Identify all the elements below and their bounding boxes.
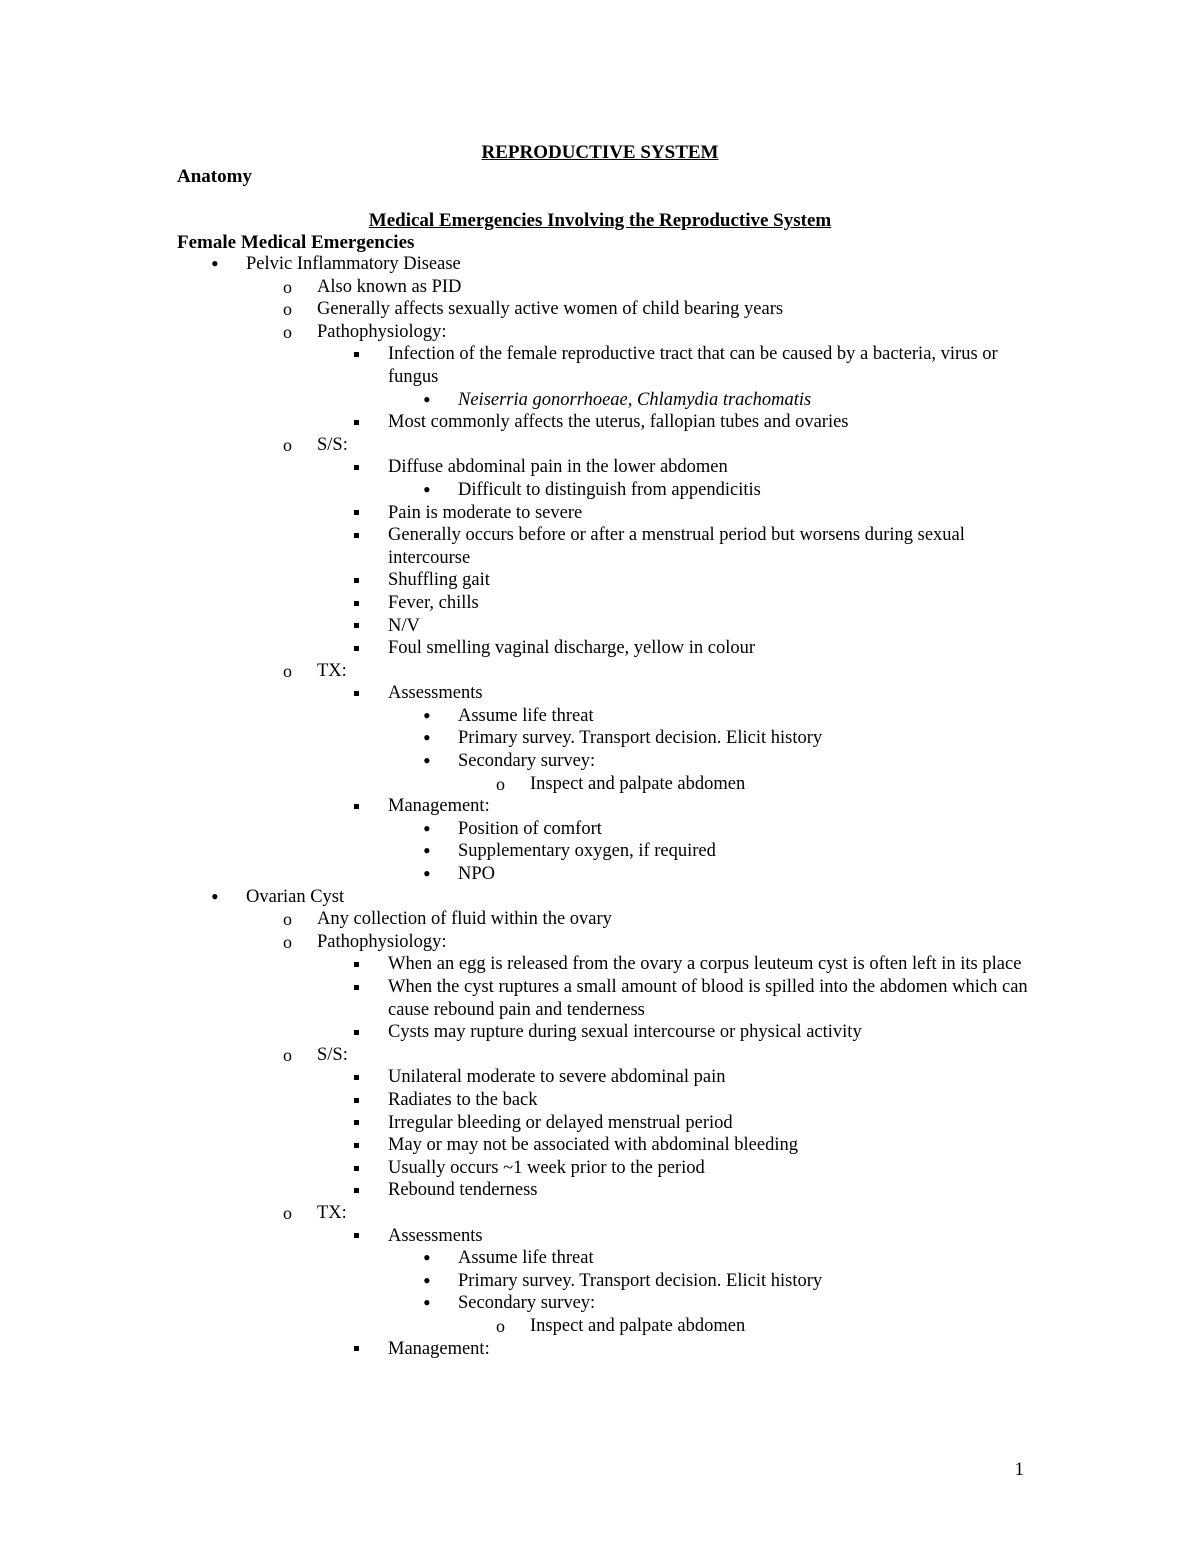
circle-bullet-icon: [283, 908, 292, 931]
square-bullet-icon: [354, 1134, 359, 1157]
list-item-text: Supplementary oxygen, if required: [458, 841, 716, 862]
square-bullet-icon: [354, 615, 359, 638]
list-item: [0, 479, 1200, 502]
square-bullet-icon: [354, 411, 359, 434]
list-item-text: Pathophysiology:: [317, 321, 447, 342]
square-bullet-icon: [354, 637, 359, 660]
list-item: [0, 1270, 1200, 1293]
list-item-text: S/S:: [317, 434, 348, 455]
bullet-icon: [211, 253, 219, 277]
document-title: REPRODUCTIVE SYSTEM: [481, 142, 719, 163]
list-item: [0, 502, 1200, 525]
list-item: [0, 253, 1200, 276]
list-item: [0, 637, 1200, 660]
list-item: [0, 863, 1200, 886]
list-item-text: Irregular bleeding or delayed menstrual period: [388, 1112, 733, 1133]
list-item: [0, 705, 1200, 728]
square-bullet-icon: [354, 795, 359, 818]
list-item: [0, 321, 1200, 344]
list-item: [0, 276, 1200, 299]
circle-bullet-icon: [283, 298, 292, 321]
circle-bullet-icon: [283, 660, 292, 683]
list-item: [0, 953, 1200, 976]
bullet-icon: [423, 479, 431, 503]
list-item-text: Assume life threat: [458, 705, 594, 726]
bullet-icon: [423, 750, 431, 774]
square-bullet-icon: [354, 343, 359, 366]
list-item-text: Secondary survey:: [458, 751, 596, 772]
list-item: [0, 1315, 1200, 1338]
list-item: [0, 592, 1200, 615]
list-item: [0, 1292, 1200, 1315]
list-item-text: Most commonly affects the uterus, fallopian tubes and ovaries: [388, 412, 849, 433]
list-item-text: TX:: [317, 660, 347, 681]
list-item-text: Generally occurs before or after a menstrual period but worsens during sexual intercourse: [388, 525, 965, 568]
female-emergencies-heading: Female Medical Emergencies: [177, 232, 415, 253]
square-bullet-icon: [354, 1157, 359, 1180]
list-item-text: Infection of the female reproductive tract that can be caused by a bacteria, virus or fungus: [388, 344, 998, 387]
list-item: [0, 343, 1200, 388]
list-item: [0, 298, 1200, 321]
square-bullet-icon: [354, 1066, 359, 1089]
list-item-text: Assume life threat: [458, 1248, 594, 1269]
list-item: [0, 1089, 1200, 1112]
list-item: [0, 434, 1200, 457]
list-item-text: Primary survey. Transport decision. Elicit history: [458, 1270, 823, 1291]
list-item-text: May or may not be associated with abdominal bleeding: [388, 1135, 798, 1156]
square-bullet-icon: [354, 1021, 359, 1044]
square-bullet-icon: [354, 682, 359, 705]
list-item: [0, 569, 1200, 592]
circle-bullet-icon: [283, 1202, 292, 1225]
list-item-text: Radiates to the back: [388, 1089, 538, 1110]
list-item-text: When the cyst ruptures a small amount of blood is spilled into the abdomen which can cause rebound pain and tenderness: [388, 977, 1028, 1020]
square-bullet-icon: [354, 1089, 359, 1112]
list-item: [0, 1338, 1200, 1361]
square-bullet-icon: [354, 1338, 359, 1361]
anatomy-heading: Anatomy: [177, 166, 252, 187]
list-item: [0, 1134, 1200, 1157]
list-item-text: Unilateral moderate to severe abdominal pain: [388, 1067, 726, 1088]
list-item-text: NPO: [458, 864, 496, 885]
list-item: [0, 727, 1200, 750]
square-bullet-icon: [354, 976, 359, 999]
square-bullet-icon: [354, 524, 359, 547]
list-item-text: Cysts may rupture during sexual intercourse or physical activity: [388, 1022, 862, 1043]
list-item-text: Secondary survey:: [458, 1293, 596, 1314]
list-item-text: Inspect and palpate abdomen: [530, 1315, 746, 1336]
list-item-text: Inspect and palpate abdomen: [530, 773, 746, 794]
list-item-text: Pathophysiology:: [317, 931, 447, 952]
list-item: [0, 1157, 1200, 1180]
list-item: [0, 411, 1200, 434]
list-item: [0, 1021, 1200, 1044]
list-item-text: Rebound tenderness: [388, 1180, 538, 1201]
list-item: [0, 840, 1200, 863]
list-item: [0, 615, 1200, 638]
square-bullet-icon: [354, 1112, 359, 1135]
list-item-text: Difficult to distinguish from appendicitis: [458, 479, 761, 500]
square-bullet-icon: [354, 456, 359, 479]
list-item: [0, 750, 1200, 773]
square-bullet-icon: [354, 502, 359, 525]
list-item: [0, 1247, 1200, 1270]
list-item: [0, 1066, 1200, 1089]
list-item-text: When an egg is released from the ovary a corpus leuteum cyst is often left in its place: [388, 954, 1022, 975]
list-item: [0, 1044, 1200, 1067]
list-item-text: Assessments: [388, 1225, 483, 1246]
outline-list: [0, 253, 1200, 1360]
page-number: 1: [1014, 1459, 1024, 1480]
list-item-text: Management:: [388, 796, 490, 817]
list-item-text: Diffuse abdominal pain in the lower abdomen: [388, 457, 728, 478]
circle-bullet-icon: [283, 931, 292, 954]
bullet-icon: [423, 863, 431, 887]
list-item: [0, 931, 1200, 954]
square-bullet-icon: [354, 592, 359, 615]
list-item-text: Foul smelling vaginal discharge, yellow in colour: [388, 638, 756, 659]
list-item-text: TX:: [317, 1202, 347, 1223]
list-item-text: Position of comfort: [458, 818, 602, 839]
list-item-text: Usually occurs ~1 week prior to the period: [388, 1157, 705, 1178]
list-item: [0, 795, 1200, 818]
list-item: [0, 1225, 1200, 1248]
square-bullet-icon: [354, 569, 359, 592]
list-item: [0, 908, 1200, 931]
list-item: [0, 1179, 1200, 1202]
list-item-text: Management:: [388, 1338, 490, 1359]
bullet-icon: [423, 389, 431, 413]
square-bullet-icon: [354, 1225, 359, 1248]
list-item-text: Fever, chills: [388, 592, 479, 613]
circle-bullet-icon: [496, 773, 505, 796]
list-item: [0, 886, 1200, 909]
list-item-text: Pain is moderate to severe: [388, 502, 583, 523]
list-item-text: S/S:: [317, 1044, 348, 1065]
bullet-icon: [211, 886, 219, 910]
circle-bullet-icon: [283, 1044, 292, 1067]
circle-bullet-icon: [283, 321, 292, 344]
list-item: [0, 524, 1200, 569]
list-item: [0, 456, 1200, 479]
square-bullet-icon: [354, 1179, 359, 1202]
list-item: [0, 389, 1200, 412]
square-bullet-icon: [354, 953, 359, 976]
circle-bullet-icon: [283, 434, 292, 457]
list-item: [0, 976, 1200, 1021]
list-item-text: Shuffling gait: [388, 570, 490, 591]
circle-bullet-icon: [496, 1315, 505, 1338]
list-item-text: Neiserria gonorrhoeae, Chlamydia trachomatis: [458, 389, 812, 410]
list-item-text: Any collection of fluid within the ovary: [317, 909, 612, 930]
list-item: [0, 773, 1200, 796]
list-item-text: Assessments: [388, 683, 483, 704]
list-item-text: Also known as PID: [317, 276, 462, 297]
circle-bullet-icon: [283, 276, 292, 299]
list-item-text: Primary survey. Transport decision. Elicit history: [458, 728, 823, 749]
list-item: [0, 1112, 1200, 1135]
list-item-text: Generally affects sexually active women of child bearing years: [317, 299, 784, 320]
bullet-icon: [423, 1292, 431, 1316]
list-item-text: N/V: [388, 615, 420, 636]
list-item: [0, 682, 1200, 705]
list-item-text: Pelvic Inflammatory Disease: [246, 254, 461, 274]
list-item: [0, 660, 1200, 683]
list-item: [0, 1202, 1200, 1225]
section-title: Medical Emergencies Involving the Reproductive System: [368, 210, 832, 231]
list-item-text: Ovarian Cyst: [246, 886, 345, 907]
list-item: [0, 818, 1200, 841]
